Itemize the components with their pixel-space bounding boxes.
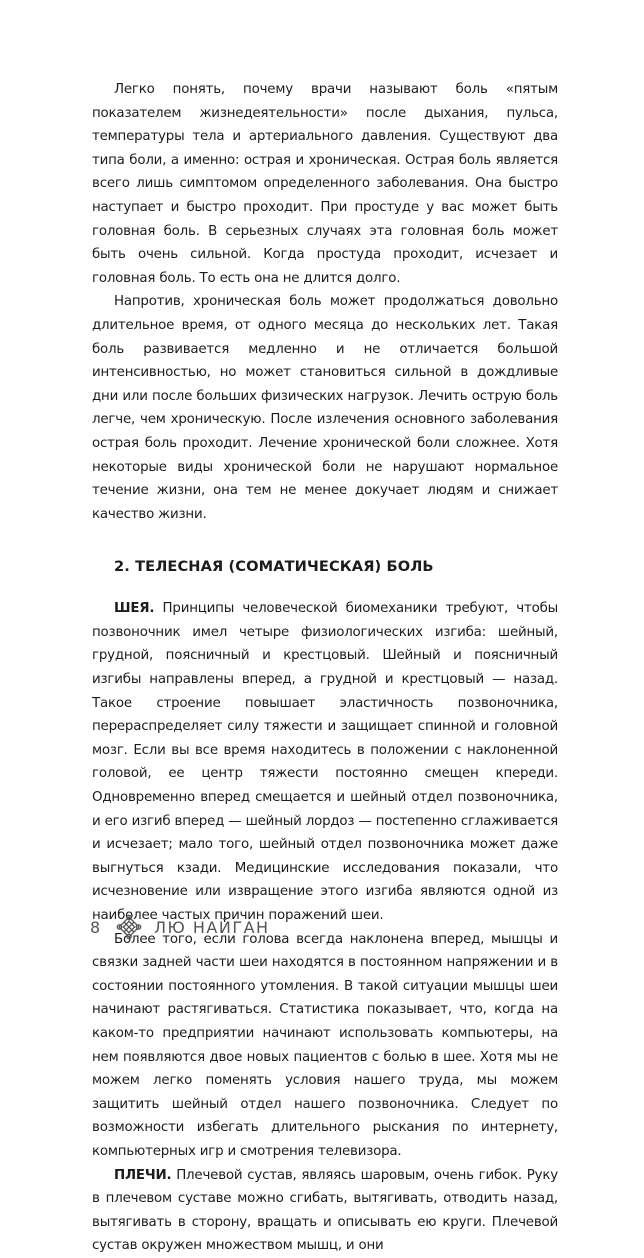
author-name: ЛЮ НАЙГАН — [154, 917, 270, 937]
endless-knot-icon — [116, 914, 142, 940]
neck-text: Принципы человеческой биомеханики требуют, чтобы позвоночник имел четыре физиологических изгиба: шейный, грудной, поясничный и крестцовый. Шейный и поясничный изгибы направлены вперед, а грудной и крестцовый — назад. Такое строение повышает эластичность позвоночника, перераспределяет силу тяжести и защищает спинной и головной мозг. Если вы все время находитесь в положении с наклоненной головой, ее центр тяжести постоянно смещен кпереди. Одновременно вперед смещается и шейный отдел позвоночника, и его изгиб вперед — шейный лордоз — постепенно сглаживается и исчезает; мало того, шейный отдел позвоночника может даже выгнуться кзади. Медицинские исследования показали, что исчезновение или извращение этого изгиба являются одной из наиболее частых причин поражений шеи. — [92, 601, 558, 923]
page-number: 8 — [90, 917, 101, 937]
intro-paragraph-1: Легко понять, почему врачи называют боль «пятым показателем жизнедеятельности» после дыхания, пульса, температуры тела и артериального давления. Существуют два типа боли, а именно: острая и хроническая. Острая боль является всего лишь симптомом определенного заболевания. Она быстро наступает и быстро проходит. При простуде у вас может быть головная боль. В серьезных случаях эта головная боль может быть очень сильной. Когда простуда проходит, исчезает и головная боль. То есть она не длится долго. — [92, 82, 558, 286]
shoulders-text: Плечевой сустав, являясь шаровым, очень гибок. Руку в плечевом суставе можно сгибать, вытягивать, отводить назад, вытягивать в сторону, вращать и описывать ею круги. Плечевой сустав окружен множеством мышц, и они — [92, 1167, 558, 1254]
shoulders-paragraph — [92, 1164, 558, 1258]
page-body — [92, 78, 558, 1258]
intro-paragraph-2: Напротив, хроническая боль может продолжаться довольно длительное время, от одного месяца до нескольких лет. Такая боль развивается медленно и не отличается большой интенсивностью, но может становиться сильной в дождливые дни или после больших физических нагрузок. Лечить острую боль легче, чем хроническую. После излечения основного заболевания острая боль проходит. Лечение хронической боли сложнее. Хотя некоторые виды хронической боли не нарушают нормальное течение жизни, она тем не менее докучает людям и снижает качество жизни. — [92, 294, 558, 522]
neck-paragraph — [92, 597, 558, 927]
shoulders-lead: ПЛЕЧИ. — [114, 1167, 172, 1183]
section-heading: 2. ТЕЛЕСНАЯ (СОМАТИЧЕСКАЯ) БОЛЬ — [114, 558, 434, 576]
neck-followup-paragraph: Более того, если голова всегда наклонена вперед, мышцы и связки задней части шеи находятся в постоянном напряжении и в состоянии постоянного утомления. В такой ситуации мышцы шеи начинают растягиваться. Статистика показывает, что, когда на каком-то предприятии начинают использовать компьютеры, на нем появляются двое новых пациентов с болью в шее. Хотя мы не можем легко поменять условия нашего труда, мы можем защитить шейный отдел нашего позвоночника. Следует по возможности избегать длительного рыскания по интернету, компьютерных игр и смотрения телевизора. — [92, 931, 558, 1159]
neck-lead: ШЕЯ. — [114, 601, 155, 617]
page-footer — [90, 912, 270, 942]
